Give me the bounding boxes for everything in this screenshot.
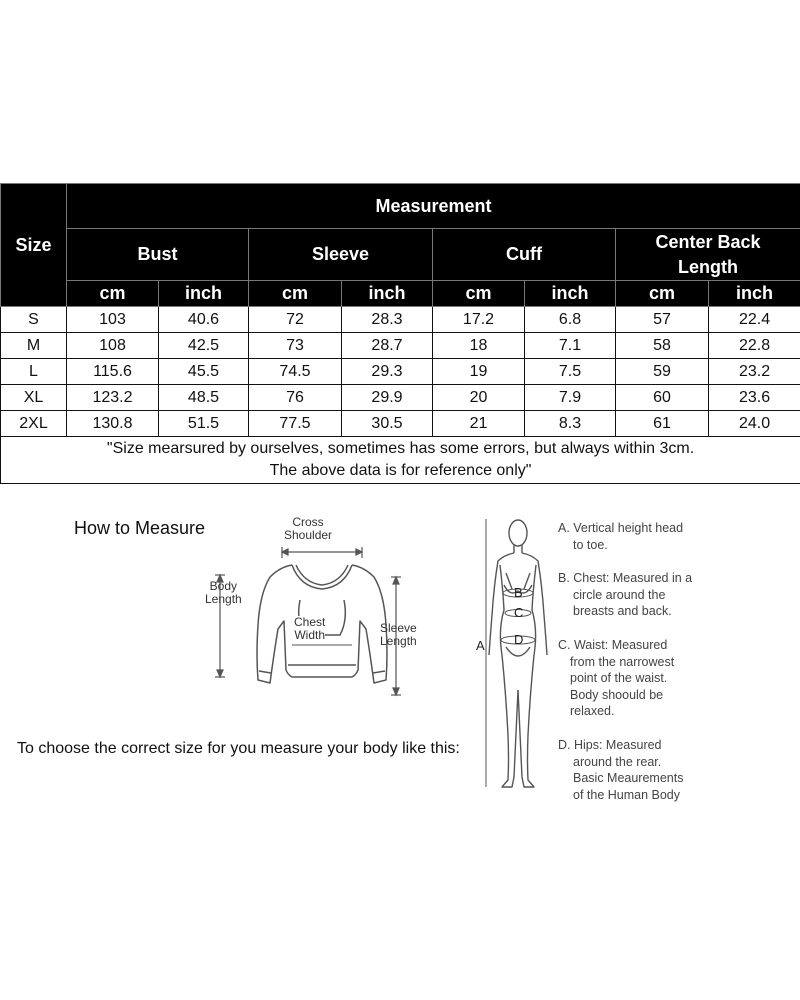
choose-size-instruction: To choose the correct size for you measure your body like this: bbox=[17, 740, 460, 757]
data-cell: 7.5 bbox=[525, 359, 616, 385]
data-cell: 48.5 bbox=[159, 385, 249, 411]
reference-note: "Size mearsured by ourselves, sometimes has some errors, but always within 3cm. The above data is for reference only" bbox=[1, 437, 800, 484]
legend-c: C. Waist: Measured from the narrowest point of the waist. Body shoould be relaxed. bbox=[558, 638, 675, 718]
unit-cm: cm bbox=[67, 281, 159, 307]
data-cell: 30.5 bbox=[342, 411, 433, 437]
data-cell: 18 bbox=[433, 333, 525, 359]
size-header: Size bbox=[1, 184, 67, 307]
data-cell: 17.2 bbox=[433, 307, 525, 333]
body-length-label: Body Length bbox=[205, 579, 242, 606]
data-cell: 73 bbox=[249, 333, 342, 359]
unit-inch: inch bbox=[342, 281, 433, 307]
data-cell: 24.0 bbox=[709, 411, 800, 437]
sleeve-length-label: Sleeve Length bbox=[380, 621, 417, 648]
data-cell: 76 bbox=[249, 385, 342, 411]
size-cell: M bbox=[1, 333, 67, 359]
unit-inch: inch bbox=[709, 281, 800, 307]
unit-inch: inch bbox=[525, 281, 616, 307]
legend-a: A. Vertical height head to toe. bbox=[558, 521, 684, 552]
data-cell: 20 bbox=[433, 385, 525, 411]
table-row bbox=[1, 385, 800, 411]
data-cell: 72 bbox=[249, 307, 342, 333]
cuff-header: Cuff bbox=[433, 229, 616, 281]
data-cell: 28.3 bbox=[342, 307, 433, 333]
table-row bbox=[1, 333, 800, 359]
data-cell: 40.6 bbox=[159, 307, 249, 333]
data-cell: 74.5 bbox=[249, 359, 342, 385]
how-to-measure-title: How to Measure bbox=[74, 518, 206, 538]
measurement-header: Measurement bbox=[67, 184, 800, 229]
data-cell: 29.9 bbox=[342, 385, 433, 411]
figure-letter-c: C bbox=[514, 605, 524, 620]
data-cell: 42.5 bbox=[159, 333, 249, 359]
data-cell: 6.8 bbox=[525, 307, 616, 333]
data-cell: 29.3 bbox=[342, 359, 433, 385]
human-body-figure bbox=[476, 515, 556, 800]
data-cell: 61 bbox=[616, 411, 709, 437]
data-cell: 7.9 bbox=[525, 385, 616, 411]
table-row bbox=[1, 411, 800, 437]
data-cell: 77.5 bbox=[249, 411, 342, 437]
figure-letter-d: D bbox=[514, 632, 524, 647]
size-cell: XL bbox=[1, 385, 67, 411]
chest-width-label: Chest Width bbox=[294, 615, 326, 642]
data-cell: 58 bbox=[616, 333, 709, 359]
data-cell: 23.2 bbox=[709, 359, 800, 385]
data-cell: 60 bbox=[616, 385, 709, 411]
legend-d: D. Hips: Measured around the rear. Basic Meaurements of the Human Body bbox=[558, 738, 684, 802]
data-cell: 28.7 bbox=[342, 333, 433, 359]
unit-inch: inch bbox=[159, 281, 249, 307]
data-cell: 130.8 bbox=[67, 411, 159, 437]
data-cell: 103 bbox=[67, 307, 159, 333]
size-cell: 2XL bbox=[1, 411, 67, 437]
data-cell: 59 bbox=[616, 359, 709, 385]
figure-letter-a: A bbox=[476, 638, 485, 653]
data-cell: 108 bbox=[67, 333, 159, 359]
data-cell: 123.2 bbox=[67, 385, 159, 411]
data-cell: 19 bbox=[433, 359, 525, 385]
data-cell: 115.6 bbox=[67, 359, 159, 385]
data-cell: 57 bbox=[616, 307, 709, 333]
data-cell: 21 bbox=[433, 411, 525, 437]
unit-cm: cm bbox=[249, 281, 342, 307]
data-cell: 23.6 bbox=[709, 385, 800, 411]
data-cell: 8.3 bbox=[525, 411, 616, 437]
data-cell: 22.8 bbox=[709, 333, 800, 359]
table-row bbox=[1, 359, 800, 385]
size-cell: L bbox=[1, 359, 67, 385]
legend-b: B. Chest: Measured in a circle around the breasts and back. bbox=[558, 571, 693, 618]
cross-shoulder-label: Cross Shoulder bbox=[284, 515, 333, 542]
size-cell: S bbox=[1, 307, 67, 333]
data-cell: 22.4 bbox=[709, 307, 800, 333]
sleeve-header: Sleeve bbox=[249, 229, 433, 281]
unit-cm: cm bbox=[616, 281, 709, 307]
data-cell: 51.5 bbox=[159, 411, 249, 437]
unit-cm: cm bbox=[433, 281, 525, 307]
size-chart-table bbox=[0, 183, 800, 484]
table-row bbox=[1, 307, 800, 333]
figure-letter-b: B bbox=[514, 585, 523, 600]
bust-header: Bust bbox=[67, 229, 249, 281]
data-cell: 7.1 bbox=[525, 333, 616, 359]
data-cell: 45.5 bbox=[159, 359, 249, 385]
center-back-length-header: Center Back Length bbox=[616, 229, 800, 281]
